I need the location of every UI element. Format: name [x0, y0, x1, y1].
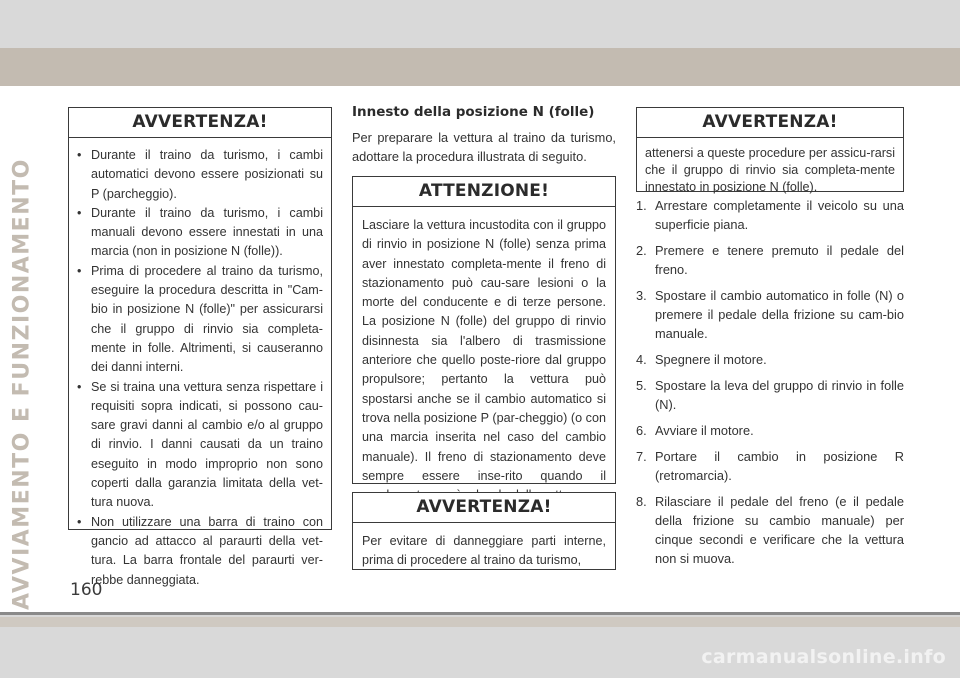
right-warning-box	[636, 107, 904, 192]
step-item	[636, 376, 904, 414]
caution-heading: ATTENZIONE!	[353, 177, 615, 207]
list-item: • Durante il traino da turismo, i cambi automatici devono essere posizionati su P (parcheggio).	[77, 146, 323, 204]
top-band	[0, 0, 960, 48]
step-number: 5.	[636, 378, 647, 393]
left-warning-box	[68, 107, 332, 587]
page-number: 160	[70, 580, 103, 600]
left-warning-heading: AVVERTENZA!	[69, 108, 331, 138]
caution-text: Lasciare la vettura incustodita con il gruppo di rinvio in posizione N (folle) senza prima aver innestato completa-mente il freno di stazionamento può cau-sare lesioni o la morte del conducente e di terze persone. La posizione N (folle) del gruppo di rinvio disinnesta sia l'albero di trasmissione anteriore che quello poste-riore dal gruppo propulsore; pertanto la vettura può spostarsi anche se il cambio automatico si trova nella posizione P (par-cheggio) (o con una marcia inserita nel caso del cambio manuale). Il freno di stazionamento deve sempre essere inse-rito quando il	[362, 218, 606, 483]
step-number: 7.	[636, 449, 647, 464]
middle-warning-box	[352, 492, 616, 570]
step-number: 4.	[636, 352, 647, 367]
list-item: • Durante il traino da turismo, i cambi manuali devono essere innestati in una marcia (non in posizione N (folle)).	[77, 204, 323, 262]
section-intro: Per preparare la vettura al traino da turismo, adottare la procedura illustrata di seguito.	[352, 130, 616, 164]
step-number: 8.	[636, 494, 647, 509]
step-item	[636, 241, 904, 279]
step-text: Spostare la leva del gruppo di rinvio in folle (N).	[655, 378, 904, 412]
section-title: Innesto della posizione N (folle)	[352, 104, 595, 120]
step-text: Premere e tenere premuto il pedale del freno.	[655, 243, 904, 277]
step-text: Spegnere il motore.	[655, 352, 767, 367]
header-stripe	[0, 48, 960, 86]
chapter-side-title: AVVIAMENTO E FUNZIONAMENTO	[9, 158, 35, 610]
step-text: Spostare il cambio automatico in folle (N) o premere il pedale della frizione su cam-bio manuale.	[655, 288, 904, 341]
step-item	[636, 196, 904, 234]
step-number: 1.	[636, 198, 647, 213]
step-text: Rilasciare il pedale del freno (e il pedale della frizione su cambio manuale) per cinque secondi e verificare che la vettura non si muova.	[655, 494, 904, 566]
bottom-stripe	[0, 617, 960, 627]
right-warning-heading: AVVERTENZA!	[637, 108, 903, 138]
step-text: Avviare il motore.	[655, 423, 754, 438]
step-text: Arrestare completamente il veicolo su una superficie piana.	[655, 198, 904, 232]
step-item	[636, 447, 904, 485]
caution-box	[352, 176, 616, 484]
watermark: carmanualsonline.info	[701, 646, 946, 668]
step-item	[636, 492, 904, 568]
step-item	[636, 286, 904, 343]
list-item: • Prima di procedere al traino da turismo, eseguire la procedura descritta in "Cam-bio in posizione N (folle)" per assicurarsi che il gruppo di rinvio sia completa-mente in folle. Altrimenti, si causeranno dei danni interni.	[77, 262, 323, 378]
right-warning-text: attenersi a queste procedure per assicu-rarsi che il gruppo di rinvio sia completa-mente innestato in posizione N (folle).	[645, 146, 895, 194]
step-item	[636, 421, 904, 440]
list-item: • Non utilizzare una barra di traino con gancio ad attacco al paraurti della vet-tura. La barra frontale del paraurti ver-rebbe danneggiata.	[77, 513, 323, 590]
bottom-rule	[0, 612, 960, 615]
step-number: 6.	[636, 423, 647, 438]
list-item: • Se si traina una vettura senza rispettare i requisiti sopra indicati, si possono cau-sare gravi danni al cambio e/o al gruppo di rinvio. I danni causati da un traino eseguito in modo improprio non sono coperti dalla garanzia limitata della vet-tura nuova.	[77, 378, 323, 513]
step-text: Portare il cambio in posizione R (retromarcia).	[655, 449, 904, 483]
step-number: 3.	[636, 288, 647, 303]
middle-warning-text: Per evitare di danneggiare parti interne, prima di procedere al traino da turismo,	[362, 534, 606, 568]
left-warning-list	[69, 138, 331, 594]
step-item	[636, 350, 904, 369]
steps-list	[636, 196, 904, 568]
middle-warning-heading: AVVERTENZA!	[353, 493, 615, 523]
step-number: 2.	[636, 243, 647, 258]
